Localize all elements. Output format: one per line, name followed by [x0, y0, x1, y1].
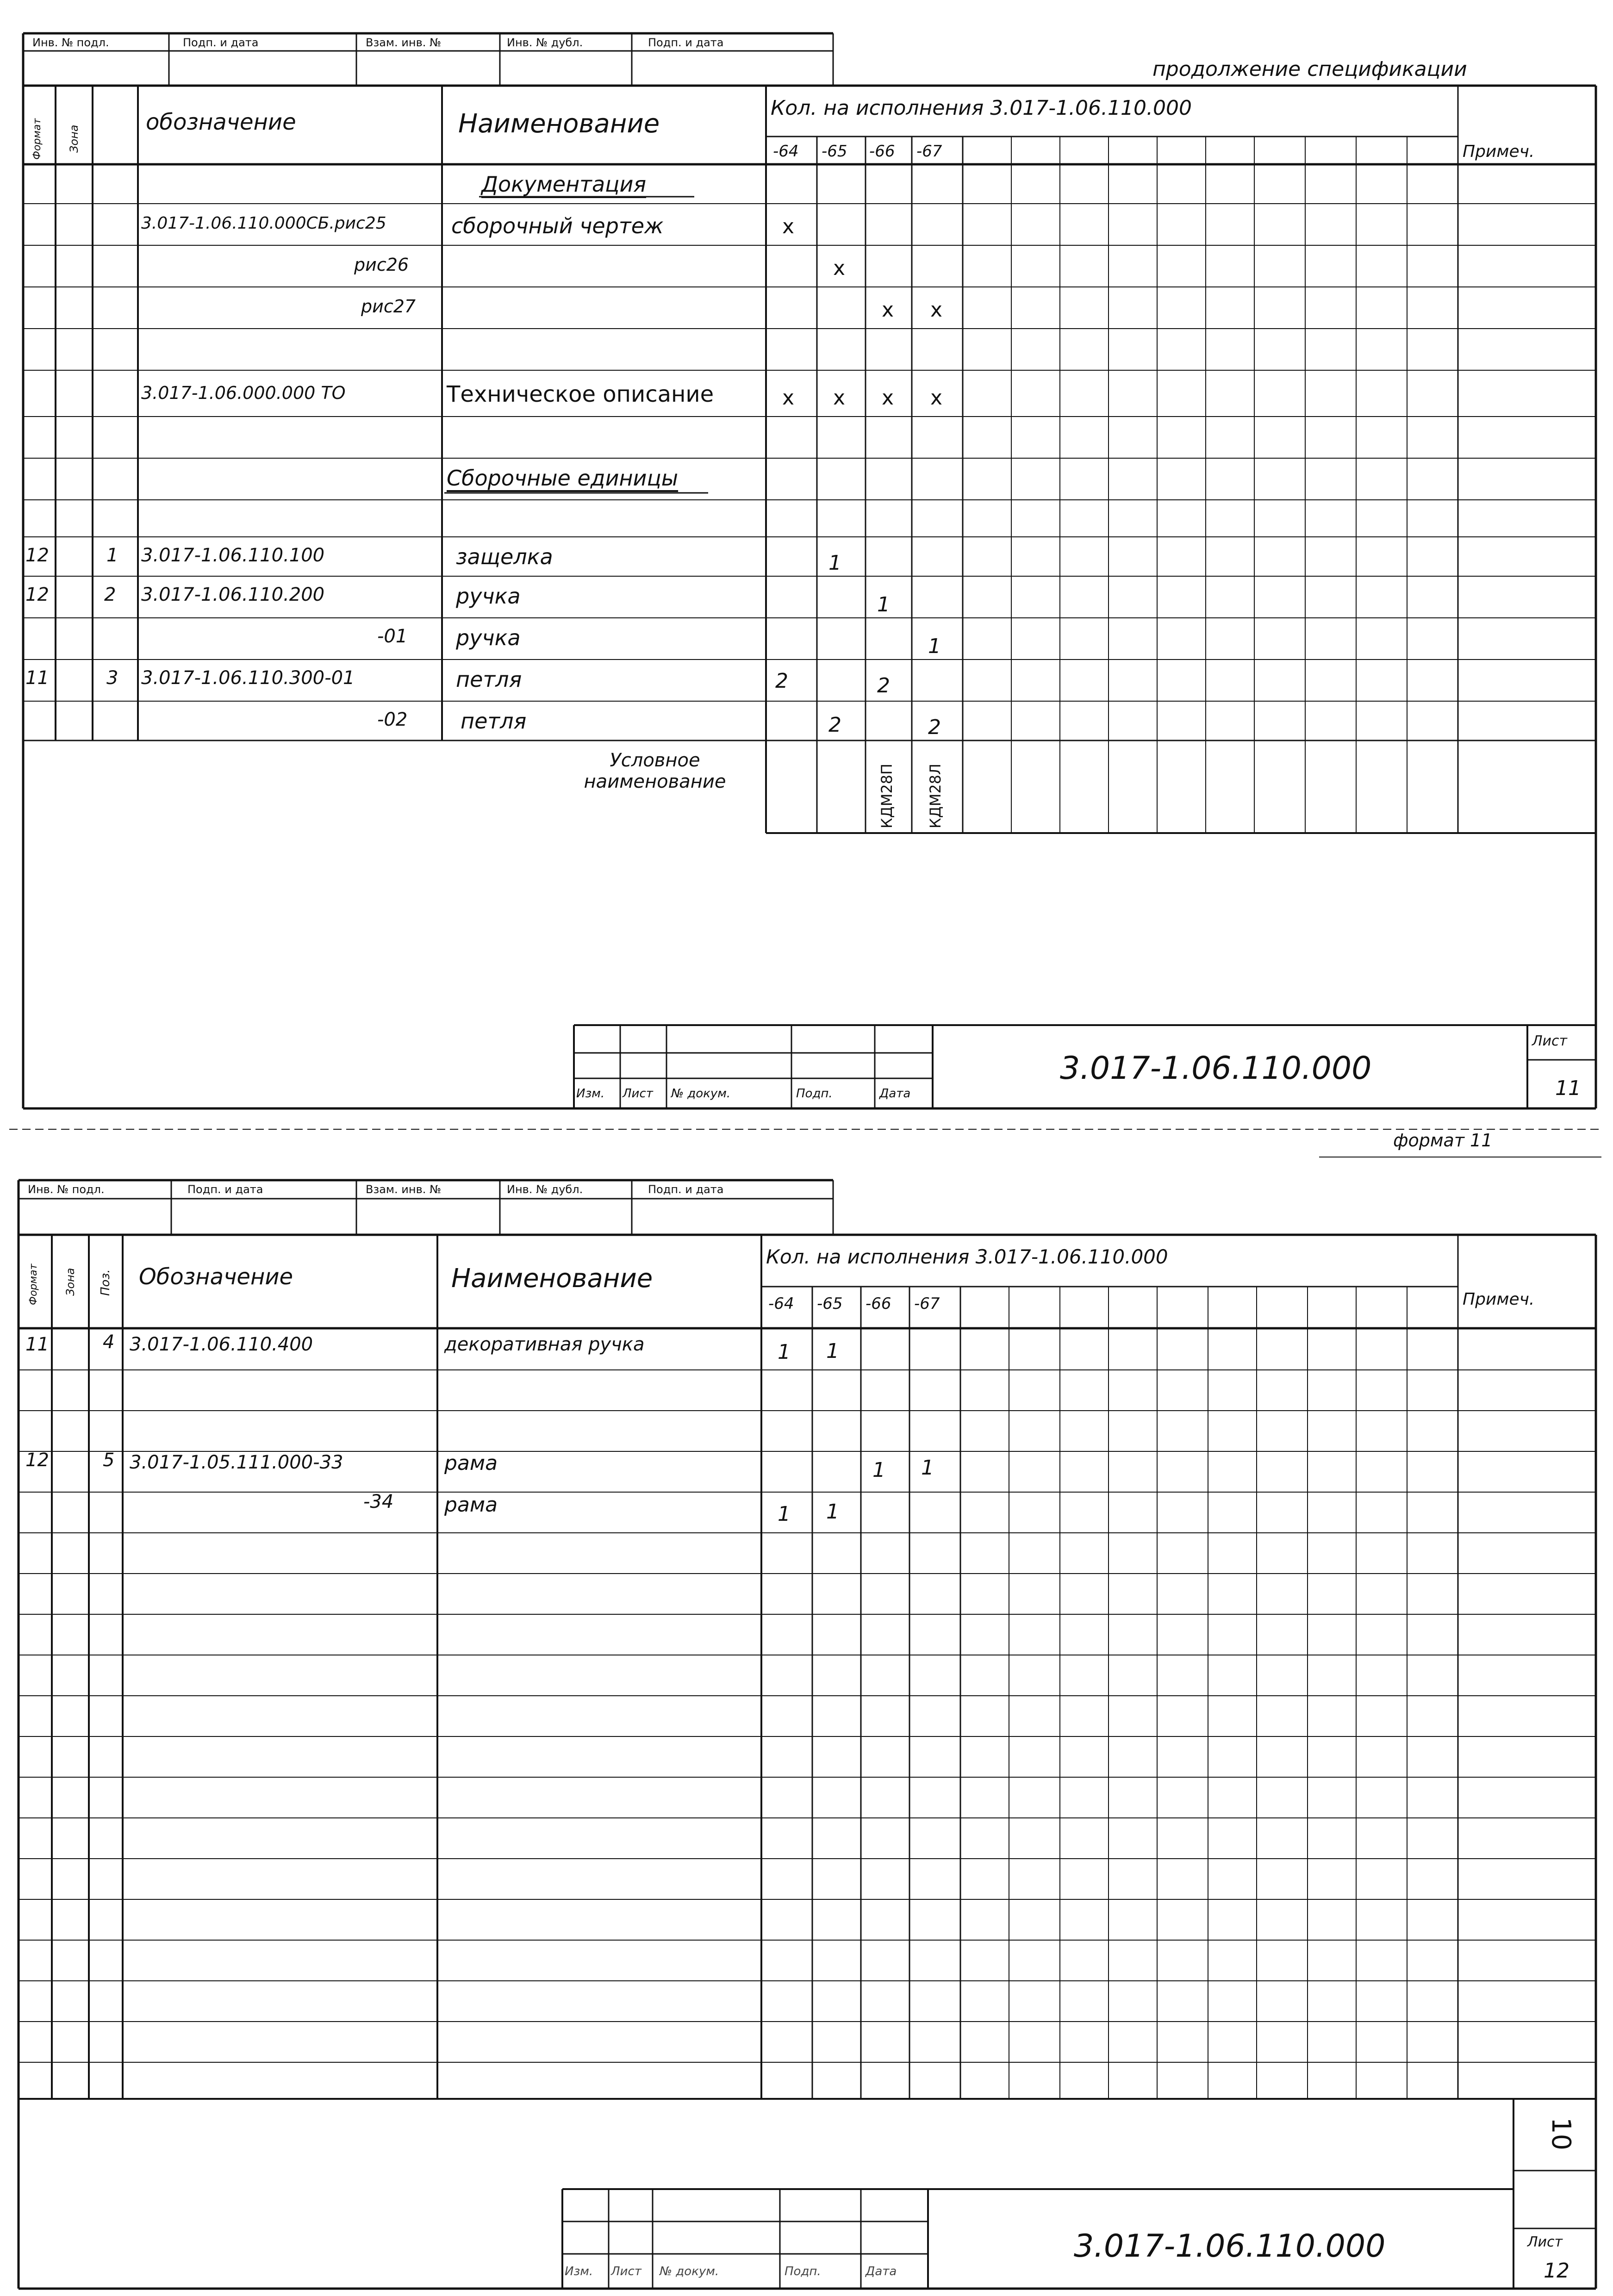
tb-data: Дата: [879, 1087, 911, 1101]
row-qty-64: 1: [778, 1340, 791, 1364]
variant-65: -65: [822, 142, 847, 161]
row-qty-65: x: [833, 386, 846, 410]
row-qty-65: x: [833, 256, 846, 280]
row-format: 12: [25, 545, 49, 566]
col-format-header: Формат: [31, 118, 43, 160]
row-zone: 3: [106, 667, 118, 689]
doc-code: 3.017-1.06.110.000: [1060, 1050, 1372, 1087]
row-name: петля: [461, 709, 527, 734]
format-label: формат 11: [1393, 1130, 1493, 1151]
row-name: рама: [444, 1451, 498, 1475]
row-qty-66: 1: [877, 593, 890, 616]
row-name: сборочный чертеж: [451, 213, 664, 238]
row-designation: -02: [377, 709, 408, 730]
doc-code: 3.017-1.06.110.000: [1074, 2228, 1386, 2265]
col-format-header: Формат: [28, 1263, 39, 1305]
row-qty-67: 1: [921, 1456, 934, 1480]
row-designation: 3.017-1.06.110.100: [141, 545, 325, 566]
variant-64: -64: [773, 142, 799, 161]
col-pos-header: Поз.: [99, 1269, 112, 1296]
row-format: 11: [25, 1334, 49, 1355]
stamp-inv-dubl: Инв. № дубл.: [507, 36, 583, 49]
row-qty-67: 1: [928, 635, 941, 658]
sheet-number: 12: [1544, 2259, 1569, 2283]
row-qty-67: x: [930, 386, 943, 410]
variant-65: -65: [817, 1294, 843, 1313]
row-name: Техническое описание: [447, 381, 714, 407]
row-designation: -34: [363, 1491, 394, 1512]
row-name: ручка: [456, 584, 521, 609]
stamp-podp-data-2: Подп. и дата: [648, 1183, 724, 1196]
col-designation-header: обозначение: [146, 109, 296, 135]
row-designation: 3.017-1.06.110.000СБ.рис25: [141, 214, 386, 233]
col-name-header: Наименование: [451, 1263, 653, 1294]
row-qty-65: 2: [828, 713, 841, 737]
tb-izm: Изм.: [565, 2265, 593, 2278]
variant-66: -66: [866, 1294, 891, 1313]
tb-podp: Подп.: [796, 1087, 833, 1101]
stamp-podp-data: Подп. и дата: [183, 36, 259, 49]
row-qty-66: 2: [877, 674, 890, 697]
row-zone: 1: [106, 545, 118, 566]
variant-67: -67: [916, 142, 942, 161]
row-qty-67: 2: [928, 716, 941, 739]
row-designation: -01: [377, 626, 408, 647]
tb-doc-no: № докум.: [660, 2265, 719, 2278]
row-qty-66: x: [882, 386, 894, 410]
sheet-number: 11: [1555, 1076, 1581, 1100]
row-pos: 4: [103, 1332, 115, 1353]
row-designation: 3.017-1.06.110.400: [130, 1334, 313, 1355]
variant-64: -64: [768, 1294, 794, 1313]
col-qty-header: Кол. на исполнения 3.017-1.06.110.000: [766, 1245, 1168, 1268]
col-zone-header: Зона: [64, 1268, 77, 1296]
row-name: декоративная ручка: [444, 1334, 645, 1355]
row-name: рама: [444, 1493, 498, 1517]
tb-data: Дата: [866, 2265, 897, 2278]
row-name: ручка: [456, 625, 521, 650]
sheet-label: Лист: [1527, 2234, 1563, 2250]
row-zone: 2: [104, 584, 116, 605]
row-format: 12: [25, 1450, 49, 1471]
tb-list: Лист: [623, 1087, 653, 1101]
col-note-header: Примеч.: [1463, 142, 1535, 161]
tb-list: Лист: [611, 2265, 641, 2278]
row-documentation-title: Документация: [481, 172, 647, 197]
row-designation: 3.017-1.06.110.200: [141, 584, 325, 605]
col-note-header: Примеч.: [1463, 1290, 1535, 1309]
col-qty-header: Кол. на исполнения 3.017-1.06.110.000: [771, 96, 1192, 120]
conditional-value-67: КДМ28Л: [927, 763, 944, 828]
row-format: 11: [25, 667, 49, 689]
row-qty-64: 2: [775, 669, 788, 693]
row-designation: 3.017-1.06.110.300-01: [141, 667, 355, 689]
row-name: петля: [456, 667, 522, 692]
row-pos: 5: [103, 1450, 115, 1471]
row-qty-66: 1: [872, 1458, 885, 1482]
row-qty-64: 1: [778, 1502, 791, 1526]
col-name-header: Наименование: [458, 109, 660, 139]
sheet-label: Лист: [1532, 1033, 1568, 1049]
stamp-podp-data-2: Подп. и дата: [648, 36, 724, 49]
row-qty-65: 1: [828, 551, 841, 575]
variant-66: -66: [869, 142, 895, 161]
side-number: 10: [1546, 2117, 1576, 2151]
row-qty-65: 1: [826, 1339, 839, 1363]
sheet-2-row-lines: [19, 1370, 1596, 2062]
tb-podp: Подп.: [785, 2265, 821, 2278]
row-format: 12: [25, 584, 49, 605]
row-designation: 3.017-1.05.111.000-33: [130, 1452, 343, 1473]
row-name: защелка: [456, 544, 553, 569]
col-designation-header: Обозначение: [139, 1264, 293, 1290]
row-qty-66: x: [882, 298, 894, 322]
continuation-note: продолжение спецификации: [1152, 57, 1467, 81]
stamp-inv-podl: Инв. № подл.: [32, 36, 109, 49]
tb-izm: Изм.: [576, 1087, 605, 1101]
row-qty-64: x: [782, 386, 795, 410]
conditional-name-label: Условное наименование: [584, 750, 726, 792]
conditional-value-66: КДМ28П: [878, 763, 896, 828]
row-qty-65: 1: [826, 1500, 839, 1524]
stamp-podp-data: Подп. и дата: [187, 1183, 263, 1196]
row-designation: рис27: [361, 296, 416, 317]
row-designation: 3.017-1.06.000.000 ТО: [141, 383, 346, 403]
row-designation: рис26: [354, 255, 409, 275]
stamp-vzam-inv: Взам. инв. №: [366, 36, 441, 49]
stamp-vzam-inv: Взам. инв. №: [366, 1183, 441, 1196]
stamp-inv-podl: Инв. № подл.: [28, 1183, 105, 1196]
stamp-inv-dubl: Инв. № дубл.: [507, 1183, 583, 1196]
row-qty-64: x: [782, 215, 795, 238]
variant-67: -67: [914, 1294, 940, 1313]
row-qty-67: x: [930, 298, 943, 322]
tb-doc-no: № докум.: [671, 1087, 731, 1101]
row-assembly-units-title: Сборочные единицы: [447, 466, 679, 491]
col-zone-header: Зона: [68, 124, 81, 153]
